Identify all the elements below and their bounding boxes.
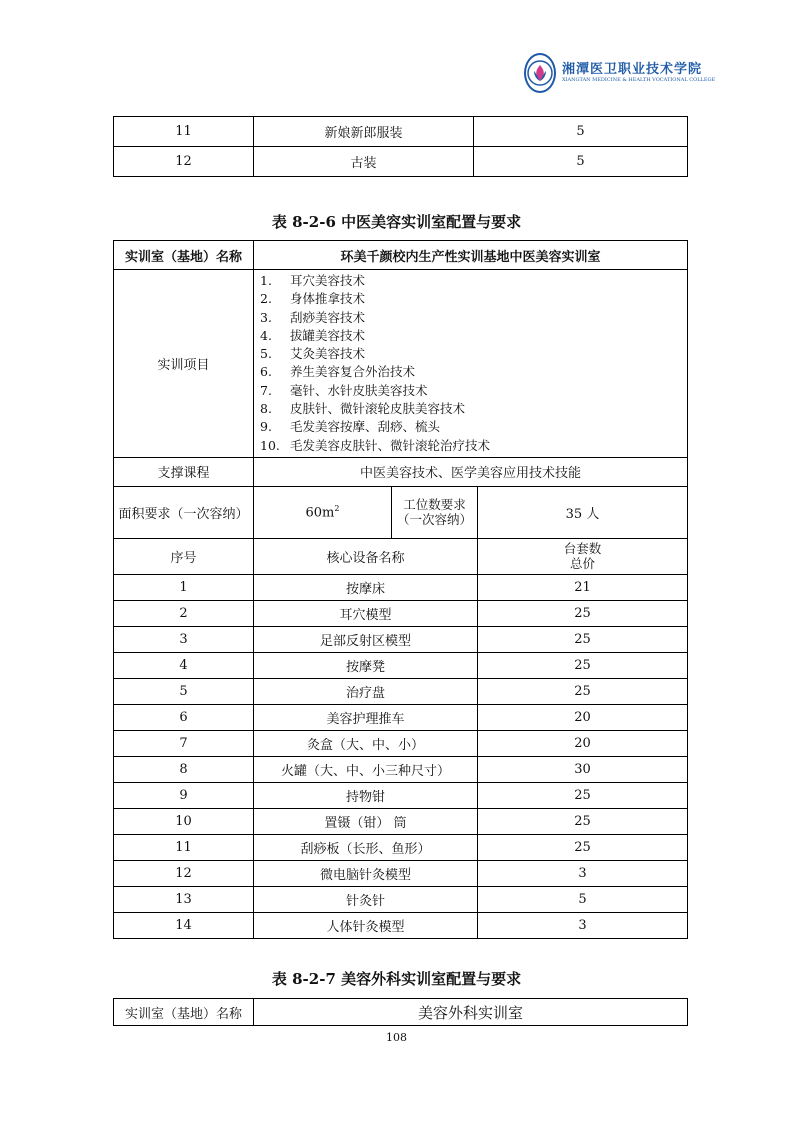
list-item: 1. 耳穴美容技术 bbox=[260, 273, 366, 288]
equipment-name: 持物钳 bbox=[254, 782, 478, 808]
base-value: 美容外科实训室 bbox=[254, 999, 688, 1026]
equipment-quantity: 3 bbox=[478, 912, 688, 938]
projects-row bbox=[114, 270, 688, 458]
equipment-name: 人体针灸模型 bbox=[254, 912, 478, 938]
table-row bbox=[114, 886, 688, 912]
equipment-quantity: 30 bbox=[478, 756, 688, 782]
table-row bbox=[114, 808, 688, 834]
equipment-quantity: 5 bbox=[474, 117, 688, 147]
equipment-quantity: 5 bbox=[474, 147, 688, 177]
page-number: 108 bbox=[386, 1031, 407, 1044]
equipment-name: 火罐（大、中、小三种尺寸） bbox=[254, 756, 478, 782]
equipment-name: 刮痧板（长形、鱼形） bbox=[254, 834, 478, 860]
row-number: 11 bbox=[114, 834, 254, 860]
table-row bbox=[114, 860, 688, 886]
base-name-row bbox=[114, 241, 688, 270]
equipment-quantity: 20 bbox=[478, 704, 688, 730]
school-seal-icon bbox=[524, 53, 556, 93]
equipment-name: 按摩床 bbox=[254, 574, 478, 600]
row-number: 5 bbox=[114, 678, 254, 704]
table-row bbox=[114, 912, 688, 938]
base-name-row bbox=[114, 999, 688, 1026]
equipment-name: 古装 bbox=[254, 147, 474, 177]
row-number: 4 bbox=[114, 652, 254, 678]
school-name-en: XIANGTAN MEDICINE & HEALTH VOCATIONAL COLLEGE bbox=[562, 77, 716, 83]
cosmetic-surgery-lab-table bbox=[113, 998, 688, 1026]
table-row bbox=[114, 574, 688, 600]
equipment-name: 足部反射区模型 bbox=[254, 626, 478, 652]
table-row bbox=[114, 704, 688, 730]
table-caption: 表 8-2-7 美容外科实训室配置与要求 bbox=[271, 970, 522, 988]
projects-list bbox=[254, 270, 688, 458]
row-number: 1 bbox=[114, 574, 254, 600]
tcm-beauty-lab-table bbox=[113, 240, 688, 939]
table-row bbox=[114, 600, 688, 626]
equipment-quantity: 25 bbox=[478, 626, 688, 652]
list-item: 5. 艾灸美容技术 bbox=[260, 346, 366, 362]
row-number: 3 bbox=[114, 626, 254, 652]
row-number: 8 bbox=[114, 756, 254, 782]
equipment-name: 置镊（钳） 筒 bbox=[254, 808, 478, 834]
table-row bbox=[114, 756, 688, 782]
base-label: 实训室（基地）名称 bbox=[114, 999, 254, 1026]
school-logo bbox=[524, 50, 716, 96]
row-number: 9 bbox=[114, 782, 254, 808]
row-number: 11 bbox=[114, 117, 254, 147]
row-number: 6 bbox=[114, 704, 254, 730]
equipment-name: 针灸针 bbox=[254, 886, 478, 912]
equipment-quantity: 25 bbox=[478, 678, 688, 704]
equipment-name: 耳穴模型 bbox=[254, 600, 478, 626]
row-number: 14 bbox=[114, 912, 254, 938]
equipment-quantity: 25 bbox=[478, 652, 688, 678]
base-value: 环美千颜校内生产性实训基地中医美容实训室 bbox=[254, 241, 688, 270]
table-row bbox=[114, 626, 688, 652]
equipment-quantity: 5 bbox=[478, 886, 688, 912]
col-header-quantity: 台套数 总价 bbox=[478, 538, 688, 574]
station-label: 工位数要求（一次容纳） bbox=[392, 486, 478, 538]
col-header-number: 序号 bbox=[114, 538, 254, 574]
equipment-name: 灸盒（大、中、小） bbox=[254, 730, 478, 756]
table-row bbox=[114, 782, 688, 808]
table-caption: 表 8-2-6 中医美容实训室配置与要求 bbox=[271, 213, 522, 231]
table-row bbox=[114, 834, 688, 860]
row-number: 2 bbox=[114, 600, 254, 626]
equipment-name: 按摩凳 bbox=[254, 652, 478, 678]
area-value: $60m^2$ bbox=[254, 486, 392, 538]
equipment-quantity: 21 bbox=[478, 574, 688, 600]
list-item: 10. 毛发美容皮肤针、微针滚轮治疗技术 bbox=[260, 437, 491, 453]
equipment-quantity: 3 bbox=[478, 860, 688, 886]
col-header-name: 核心设备名称 bbox=[254, 538, 478, 574]
row-number: 10 bbox=[114, 808, 254, 834]
school-name: 湘潭医卫职业技术学院 bbox=[562, 62, 703, 77]
list-item: 9. 毛发美容按摩、刮痧、梳头 bbox=[260, 419, 441, 435]
row-number: 12 bbox=[114, 147, 254, 177]
base-label: 实训室（基地）名称 bbox=[114, 241, 254, 270]
row-number: 7 bbox=[114, 730, 254, 756]
list-item: 3. 刮痧美容技术 bbox=[260, 309, 366, 325]
course-value: 中医美容技术、医学美容应用技术技能 bbox=[254, 457, 688, 486]
equipment-name: 微电脑针灸模型 bbox=[254, 860, 478, 886]
equipment-name: 治疗盘 bbox=[254, 678, 478, 704]
list-item: 6. 养生美容复合外治技术 bbox=[260, 364, 416, 380]
area-label: 面积要求（一次容纳） bbox=[114, 486, 254, 538]
list-item: 2. 身体推拿技术 bbox=[260, 291, 366, 307]
equipment-name: 新娘新郎服装 bbox=[254, 117, 474, 147]
table-row bbox=[114, 147, 688, 177]
row-number: 12 bbox=[114, 860, 254, 886]
equipment-quantity: 25 bbox=[478, 600, 688, 626]
table-row bbox=[114, 730, 688, 756]
row-number: 13 bbox=[114, 886, 254, 912]
continued-equipment-table bbox=[113, 116, 688, 177]
table-row bbox=[114, 652, 688, 678]
projects-label: 实训项目 bbox=[114, 270, 254, 458]
list-item: 8. 皮肤针、微针滚轮皮肤美容技术 bbox=[260, 401, 466, 417]
station-value: 35 人 bbox=[478, 486, 688, 538]
area-row bbox=[114, 486, 688, 538]
table-row bbox=[114, 678, 688, 704]
equipment-quantity: 20 bbox=[478, 730, 688, 756]
equipment-rows bbox=[114, 574, 688, 938]
course-label: 支撑课程 bbox=[114, 457, 254, 486]
table-row bbox=[114, 117, 688, 147]
course-row bbox=[114, 457, 688, 486]
equipment-quantity: 25 bbox=[478, 834, 688, 860]
list-item: 4. 拔罐美容技术 bbox=[260, 327, 366, 343]
equipment-quantity: 25 bbox=[478, 808, 688, 834]
equipment-quantity: 25 bbox=[478, 782, 688, 808]
equipment-header-row bbox=[114, 538, 688, 574]
list-item: 7. 毫针、水针皮肤美容技术 bbox=[260, 382, 428, 398]
equipment-name: 美容护理推车 bbox=[254, 704, 478, 730]
